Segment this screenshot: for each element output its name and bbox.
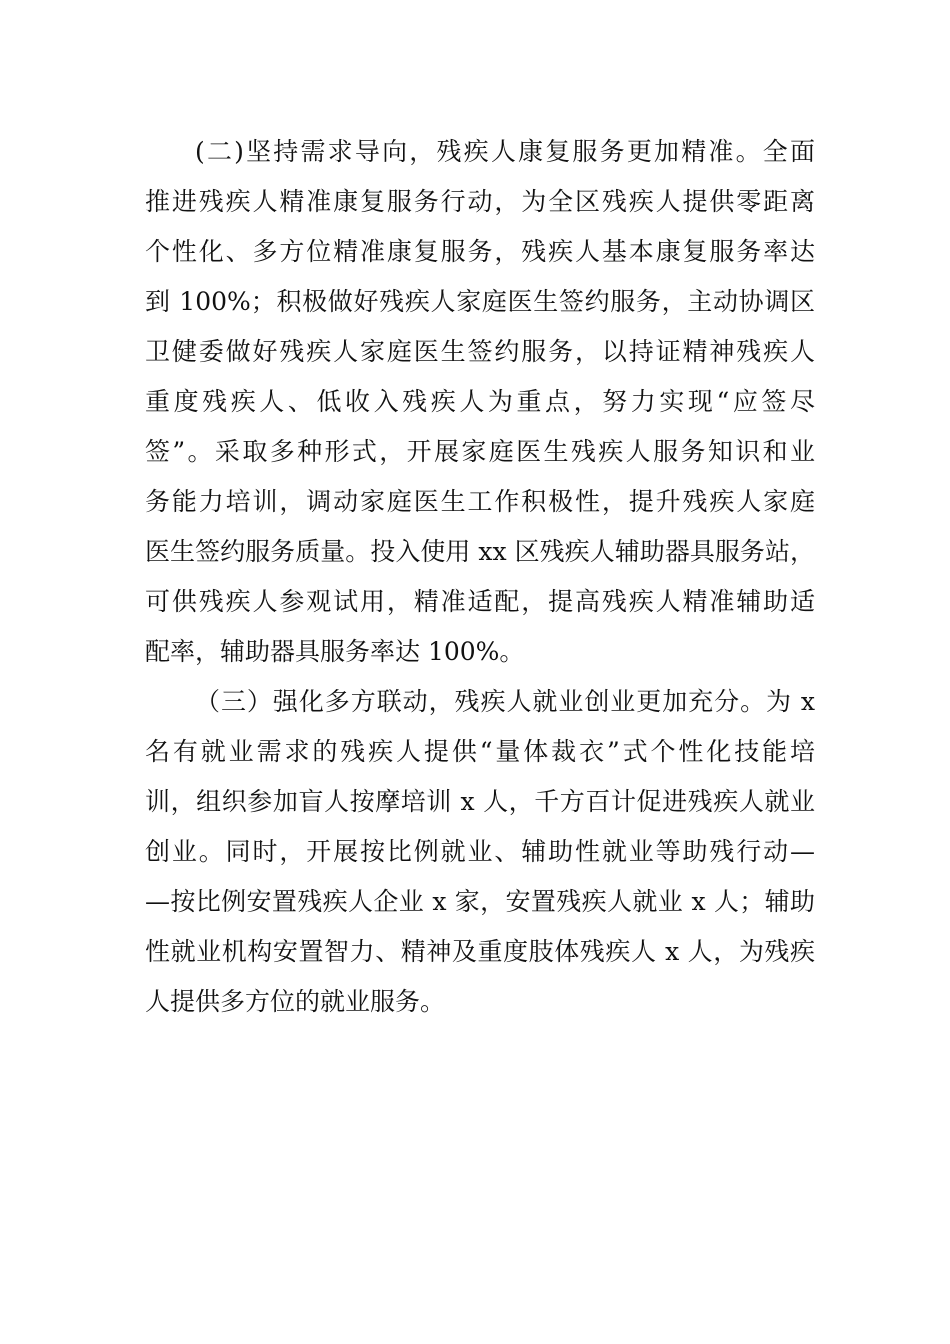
- text-line: 性就业机构安置智力、精神及重度肢体残疾人 x 人，为残疾: [145, 937, 815, 966]
- text-line: 推进残疾人精准康复服务行动，为全区残疾人提供零距离: [145, 187, 815, 216]
- text-line: 签”。采取多种形式，开展家庭医生残疾人服务知识和业: [145, 437, 815, 466]
- text-line: 配率，辅助器具服务率达 100%。: [145, 637, 525, 666]
- text-line: 创业。同时，开展按比例就业、辅助性就业等助残行动—: [145, 837, 815, 866]
- text-line: (二)坚持需求导向，残疾人康复服务更加精准。全面: [195, 137, 815, 166]
- text-line: 人提供多方位的就业服务。: [145, 987, 446, 1016]
- text-line: —按比例安置残疾人企业 x 家，安置残疾人就业 x 人；辅助: [145, 887, 815, 916]
- text-line: 务能力培训，调动家庭医生工作积极性，提升残疾人家庭: [145, 487, 815, 516]
- text-line: 训，组织参加盲人按摩培训 x 人，千方百计促进残疾人就业: [145, 787, 815, 816]
- text-line: 个性化、多方位精准康复服务，残疾人基本康复服务率达: [145, 237, 815, 266]
- text-line: 卫健委做好残疾人家庭医生签约服务，以持证精神残疾人: [145, 337, 815, 366]
- text-line: 医生签约服务质量。投入使用 xx 区残疾人辅助器具服务站，: [145, 537, 815, 566]
- text-line: 到 100%；积极做好残疾人家庭医生签约服务，主动协调区: [145, 287, 815, 316]
- text-line: （三）强化多方联动，残疾人就业创业更加充分。为 x: [195, 687, 815, 716]
- text-line: 名有就业需求的残疾人提供“量体裁衣”式个性化技能培: [145, 737, 815, 766]
- text-line: 重度残疾人、低收入残疾人为重点，努力实现“应签尽: [145, 387, 815, 416]
- text-line: 可供残疾人参观试用，精准适配，提高残疾人精准辅助适: [145, 587, 815, 616]
